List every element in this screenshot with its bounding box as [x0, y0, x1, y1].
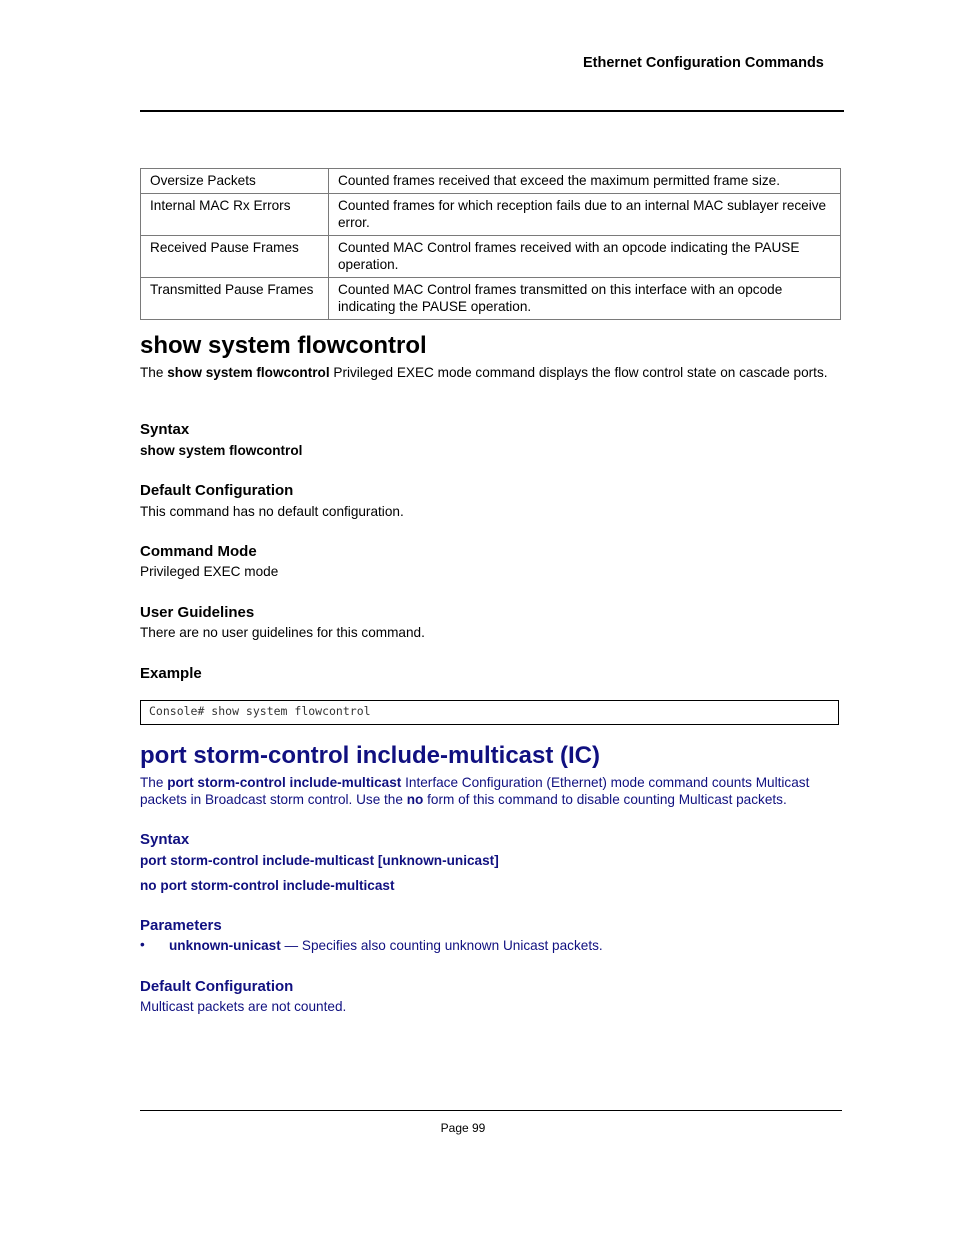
intro-text: Privileged EXEC mode command displays the flow control state on cascade ports.	[329, 365, 828, 380]
table-cell-desc: Counted MAC Control frames received with an opcode indicating the PAUSE operation.	[329, 236, 841, 278]
intro-command: port storm-control include-multicast	[167, 775, 402, 790]
user-guidelines-text: There are no user guidelines for this command.	[140, 625, 425, 640]
user-guidelines-heading: User Guidelines	[140, 604, 255, 621]
syntax-text: port storm-control include-multicast [unknown-unicast]	[140, 853, 499, 868]
page-number: Page 99	[440, 1121, 486, 1135]
running-header: Ethernet Configuration Commands	[583, 55, 824, 71]
syntax-no-text: no port storm-control include-multicast	[140, 878, 395, 893]
table-cell-name: Internal MAC Rx Errors	[141, 194, 329, 236]
intro-text: Interface Configuration (Ethernet) mode command counts Multicast packets in Broadcast storm control. Use the	[140, 775, 810, 807]
parameter-item	[169, 937, 603, 954]
table-cell-name: Oversize Packets	[141, 169, 329, 194]
table-row	[141, 169, 841, 194]
intro-text: The	[140, 365, 168, 380]
bullet-icon: •	[140, 937, 145, 952]
intro-no-keyword: no	[406, 792, 424, 807]
table-cell-desc: Counted frames received that exceed the maximum permitted frame size.	[329, 169, 841, 194]
table-cell-name: Received Pause Frames	[141, 236, 329, 278]
section-title-show-system-flowcontrol: show system flowcontrol	[140, 332, 427, 359]
intro-text: form of this command to disable counting Multicast packets.	[423, 792, 787, 807]
syntax-text: show system flowcontrol	[140, 443, 303, 458]
syntax-heading: Syntax	[140, 421, 190, 438]
parameters-heading: Parameters	[140, 917, 222, 934]
table-row	[141, 236, 841, 278]
parameter-name: unknown-unicast	[169, 938, 281, 953]
footer-rule	[140, 1110, 842, 1111]
table-row	[141, 278, 841, 320]
table-row	[141, 194, 841, 236]
table-cell-desc: Counted frames for which reception fails due to an internal MAC sublayer receive error.	[329, 194, 841, 236]
default-config-text: This command has no default configuration.	[140, 504, 404, 519]
header-rule	[140, 110, 844, 112]
default-config-heading: Default Configuration	[140, 978, 294, 995]
intro-text: The	[140, 775, 168, 790]
example-heading: Example	[140, 665, 202, 682]
default-config-text: Multicast packets are not counted.	[140, 999, 347, 1014]
example-code-box: Console# show system flowcontrol	[140, 700, 839, 725]
parameter-desc: — Specifies also counting unknown Unicast packets.	[280, 938, 603, 953]
table-cell-desc: Counted MAC Control frames transmitted on this interface with an opcode indicating the PAUSE operation.	[329, 278, 841, 320]
section-intro	[140, 774, 840, 808]
intro-command: show system flowcontrol	[167, 365, 330, 380]
table-cell-name: Transmitted Pause Frames	[141, 278, 329, 320]
command-mode-text: Privileged EXEC mode	[140, 564, 279, 579]
command-mode-heading: Command Mode	[140, 543, 257, 560]
syntax-heading: Syntax	[140, 831, 190, 848]
counters-table	[140, 168, 841, 320]
section-intro	[140, 364, 840, 381]
section-title-port-storm-control: port storm-control include-multicast (IC)	[140, 742, 601, 769]
default-config-heading: Default Configuration	[140, 482, 294, 499]
